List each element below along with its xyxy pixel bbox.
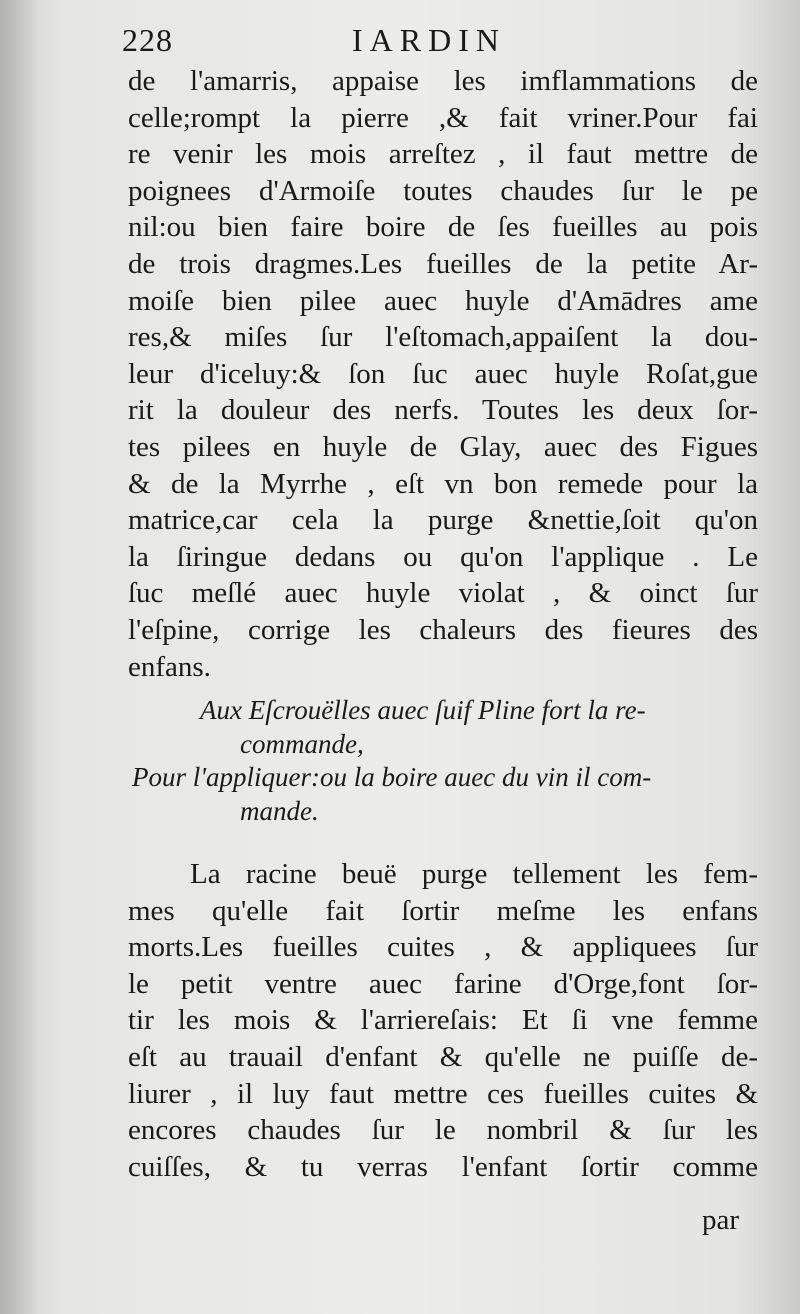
text-line: poignees d'Armoiſe toutes chaudes ſur le pe [128,174,758,207]
paragraph-1 [128,63,758,685]
text-line: enfans. [128,650,211,683]
verse-line: commande, [240,728,364,759]
text-line: eſt au trauail d'enfant & qu'elle ne puiſſe de- [128,1040,758,1073]
text-line: nil:ou bien faire boire de ſes fueilles au pois [128,211,758,244]
text-line: la ſiringue dedans ou qu'on l'applique . Le [128,540,758,573]
running-head: IARDIN [352,22,506,58]
text-line: de l'amarris, appaise les imflammations de [128,65,758,97]
paragraph-2 [128,856,758,1185]
text-line: celle;rompt la pierre ,& fait vriner.Pour fai [128,101,758,134]
verse-line: mande. [240,795,319,826]
text-line: & de la Myrrhe , eſt vn bon remede pour la [128,467,758,500]
text-line: le petit ventre auec farine d'Orge,font ſor- [128,967,758,1000]
text-line: encores chaudes ſur le nombril & ſur les [128,1114,758,1147]
page-header [0,22,800,62]
catchword: par [702,1204,740,1236]
text-line: tir les mois & l'arriereſais: Et ſi vne femme [128,1004,758,1037]
verse-quotation [128,694,758,828]
page-number: 228 [122,22,173,58]
text-line: La racine beuë purge tellement les fem- [190,858,758,890]
text-line: tes pilees en huyle de Glay, auec des Figues [128,430,758,463]
text-line: morts.Les fueilles cuites , & appliquees ſur [128,931,758,964]
text-line: mes qu'elle fait ſortir meſme les enfans [128,894,758,927]
text-line: res,& miſes ſur l'eſtomach,appaiſent la dou- [128,321,758,354]
gutter-shadow [0,0,40,1314]
verse-line: Pour l'appliquer:ou la boire auec du vin il com- [132,762,652,792]
text-line: cuiſſes, & tu verras l'enfant ſortir comme [128,1150,758,1183]
verse-line: Aux Eſcrouëlles auec ſuif Pline fort la re- [200,695,646,725]
text-line: ſuc meſlé auec huyle violat , & oinct ſur [128,577,758,610]
text-line: rit la douleur des nerfs. Toutes les deux ſor- [128,394,758,427]
text-line: de trois dragmes.Les fueilles de la petite Ar- [128,247,758,280]
text-line: leur d'iceluy:& ſon ſuc auec huyle Roſat,gue [128,357,758,390]
text-line: moiſe bien pilee auec huyle d'Amādres ame [128,284,758,317]
text-line: l'eſpine, corrige les chaleurs des fieures des [128,613,758,646]
text-line: liurer , il luy faut mettre ces fueilles cuites & [128,1077,758,1110]
text-line: matrice,car cela la purge &nettie,ſoit qu'on [128,504,758,537]
text-line: re venir les mois arreſtez , il faut mettre de [128,138,758,171]
